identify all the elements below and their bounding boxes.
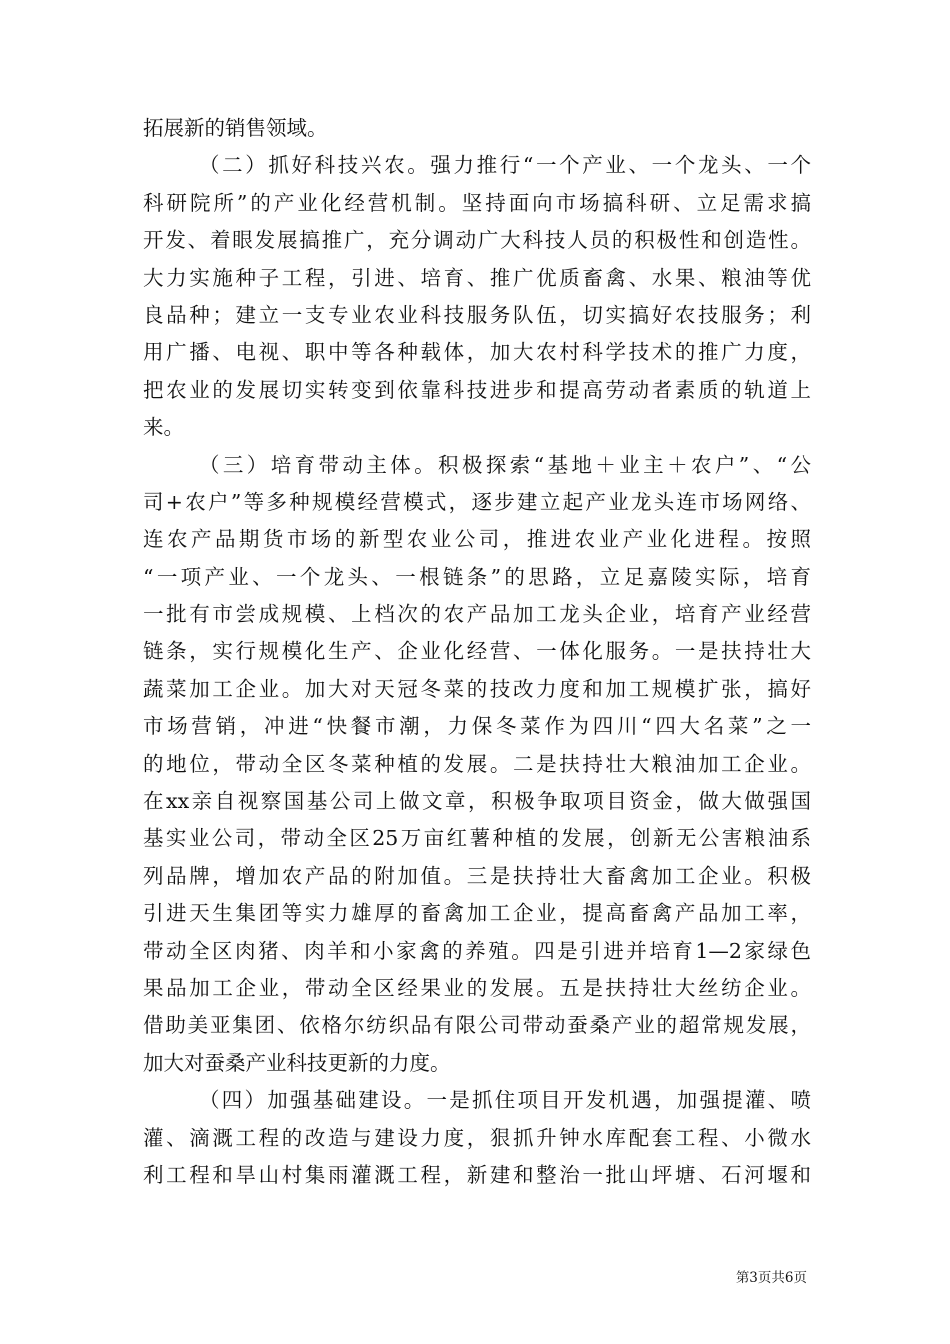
text-line: 蔬菜加工企业。加大对天冠冬菜的技改力度和加工规模扩张，搞好 — [143, 676, 811, 701]
text-line: 加大对蚕桑产业科技更新的力度。 — [143, 1050, 451, 1075]
text-line: 司+农户”等多种规模经营模式，逐步建立起产业龙头连市场网络、 — [143, 489, 811, 514]
text-line: 把农业的发展切实转变到依靠科技进步和提高劳动者素质的轨道上 — [143, 377, 811, 402]
text-line: “一项产业、一个龙头、一根链条”的思路，立足嘉陵实际，培育 — [143, 564, 811, 589]
text-line: 来。 — [143, 415, 184, 440]
page-number: 第3页共6页 — [735, 1270, 807, 1286]
text-line: 借助美亚集团、依格尔纺织品有限公司带动蚕桑产业的超常规发展， — [143, 1013, 811, 1038]
text-line: 大力实施种子工程，引进、培育、推广优质畜禽、水果、粮油等优 — [143, 265, 811, 290]
text-line: 链条，实行规模化生产、企业化经营、一体化服务。一是扶持壮大 — [143, 639, 811, 664]
text-line: 科研院所”的产业化经营机制。坚持面向市场搞科研、立足需求搞 — [143, 190, 811, 215]
text-line: 基实业公司，带动全区25万亩红薯种植的发展，创新无公害粮油系 — [143, 826, 811, 851]
text-line: 开发、着眼发展搞推广，充分调动广大科技人员的积极性和创造性。 — [143, 228, 811, 253]
text-line: 列品牌，增加农产品的附加值。三是扶持壮大畜禽加工企业。积极 — [143, 863, 811, 888]
text-line: （二）抓好科技兴农。强力推行“一个产业、一个龙头、一个 — [199, 153, 811, 178]
text-line: 连农产品期货市场的新型农业公司，推进农业产业化进程。按照 — [143, 527, 811, 552]
text-line: 灌、滴溉工程的改造与建设力度，狠抓升钟水库配套工程、小微水 — [143, 1125, 811, 1150]
text-line: 果品加工企业，带动全区经果业的发展。五是扶持壮大丝纺企业。 — [143, 975, 811, 1000]
text-line: 在xx亲自视察国基公司上做文章，积极争取项目资金，做大做强国 — [143, 789, 811, 814]
text-line: 用广播、电视、职中等各种载体，加大农村科学技术的推广力度， — [143, 340, 811, 365]
document-body — [143, 110, 811, 1194]
text-line: 利工程和旱山村集雨灌溉工程，新建和整治一批山坪塘、石河堰和 — [143, 1162, 811, 1187]
text-line: （四）加强基础建设。一是抓住项目开发机遇，加强提灌、喷 — [199, 1088, 811, 1113]
text-line: 的地位，带动全区冬菜种植的发展。二是扶持壮大粮油加工企业。 — [143, 751, 811, 776]
text-line: （三）培育带动主体。积极探索“基地＋业主＋农户”、“公 — [199, 452, 811, 477]
text-line: 良品种；建立一支专业农业科技服务队伍，切实搞好农技服务；利 — [143, 302, 811, 327]
text-line: 拓展新的销售领域。 — [143, 116, 328, 140]
text-line: 引进天生集团等实力雄厚的畜禽加工企业，提高畜禽产品加工率， — [143, 901, 811, 926]
text-line: 一批有市尝成规模、上档次的农产品加工龙头企业，培育产业经营 — [143, 602, 811, 627]
text-line: 带动全区肉猪、肉羊和小家禽的养殖。四是引进并培育1—2家绿色 — [143, 938, 811, 963]
text-line: 市场营销，冲进“快餐市潮，力保冬菜作为四川“四大名菜”之一 — [143, 714, 811, 739]
